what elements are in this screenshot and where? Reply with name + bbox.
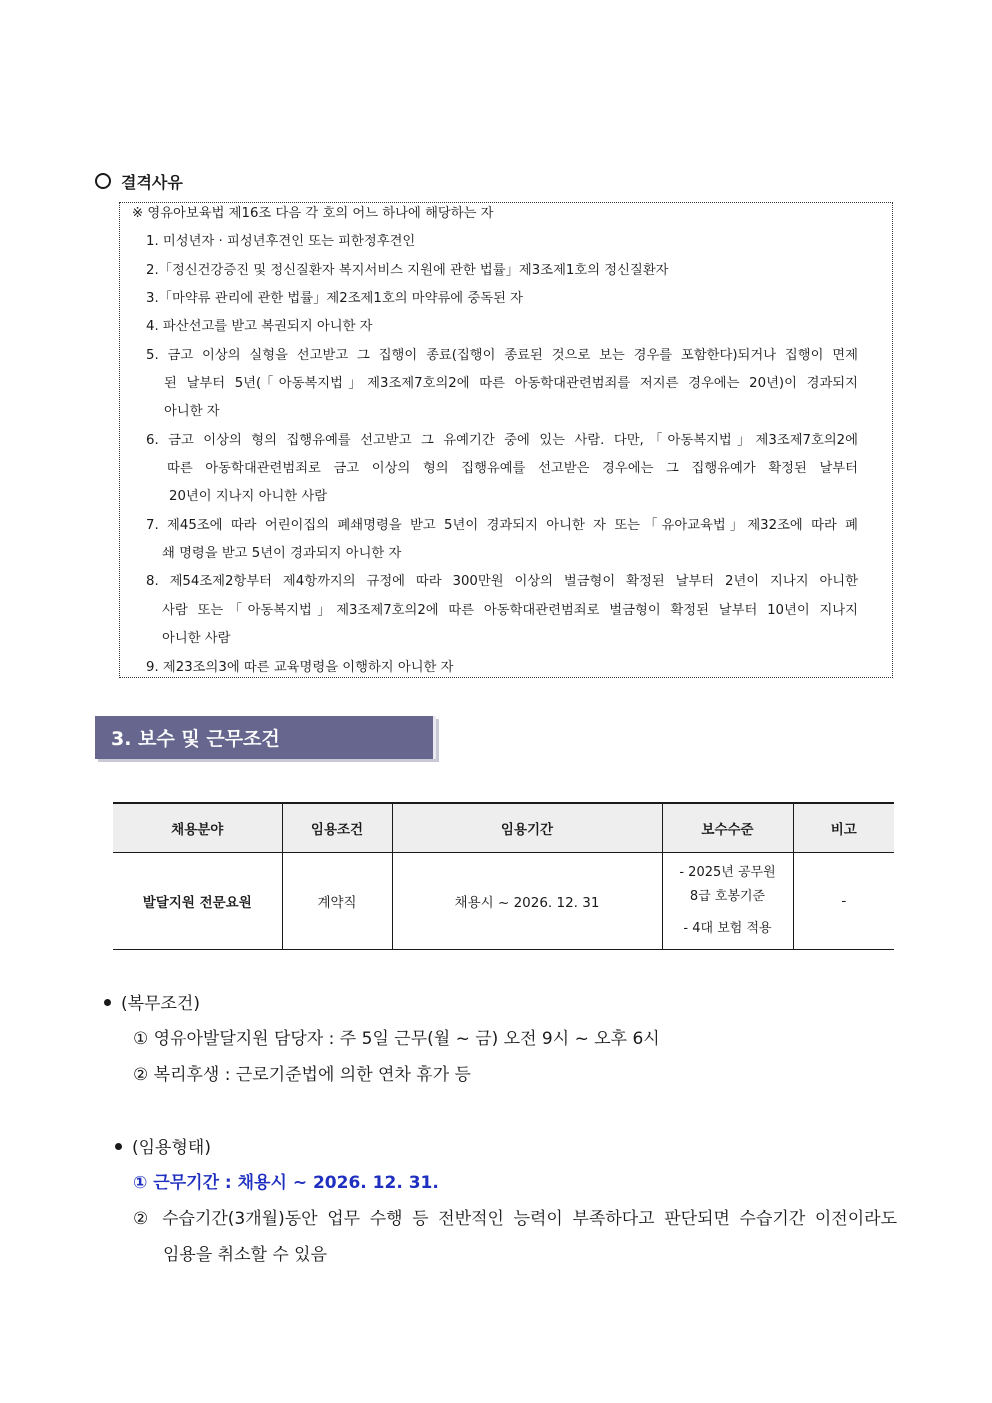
list-item: 7. 제45조에 따라 어린이집의 폐쇄명령을 받고 5년이 경과되지 아니한 자 또는「유아교육법」제32조에 따라 폐 (146, 518, 858, 533)
list-item: 2.「정신건강증진 및 정신질환자 복지서비스 지원에 관한 법률」제3조제1호의 정신질환자 (146, 263, 669, 278)
dot-bullet-icon (104, 999, 111, 1006)
cell-condition: 계약직 (282, 853, 392, 950)
disqualification-heading-text: 결격사유 (121, 173, 183, 192)
service-heading (104, 989, 200, 1014)
section-banner (95, 716, 436, 759)
pay-line: - 2025년 공무원 (679, 865, 776, 880)
disqualification-heading (95, 170, 183, 193)
list-item-continuation: 쇄 명령을 받고 5년이 경과되지 아니한 자 (162, 546, 402, 561)
service-item: ① 영유아발달지원 담당자 : 주 5일 근무(월 ~ 금) 오전 9시 ~ 오후 6시 (133, 1029, 660, 1049)
list-item-continuation: 사람 또는「아동복지법」제3조제7호의2에 따른 아동학대관련범죄로 벌금형이 확정된 날부터 10년이 지나지 (162, 603, 858, 618)
column-header: 임용조건 (282, 803, 392, 853)
employment-period-highlight: ① 근무기간 : 채용시 ~ 2026. 12. 31. (133, 1173, 439, 1193)
list-item: 4. 파산선고를 받고 복권되지 아니한 자 (146, 319, 373, 334)
list-item-continuation: 아니한 사람 (162, 631, 231, 646)
disqualification-box (119, 202, 893, 678)
cell-period: 채용시 ~ 2026. 12. 31 (392, 853, 662, 950)
section-title: 3. 보수 및 근무조건 (111, 728, 280, 750)
employment-item-continuation: 임용을 취소할 수 있음 (163, 1245, 328, 1265)
list-item-continuation: 된 날부터 5년(「아동복지법」제3조제7호의2에 따른 아동학대관련범죄를 저지른 경우에는 20년)이 경과되지 (164, 376, 858, 391)
column-header: 채용분야 (113, 803, 282, 853)
cell-note: - (793, 853, 894, 950)
pay-line: - 4대 보험 적용 (683, 921, 772, 936)
cell-field: 발달지원 전문요원 (113, 853, 282, 950)
table-header-row (113, 803, 894, 853)
column-header: 비고 (793, 803, 894, 853)
list-item-continuation: 아니한 자 (164, 404, 220, 419)
list-item: 1. 미성년자 · 피성년후견인 또는 피한정후견인 (146, 234, 416, 249)
list-item-continuation: 따른 아동학대관련범죄로 금고 이상의 형의 집행유예를 선고받은 경우에는 그 집행유예가 확정된 날부터 (167, 461, 858, 476)
service-heading-text: (복무조건) (121, 994, 200, 1014)
employment-heading (115, 1133, 211, 1158)
pay-table (113, 802, 894, 950)
service-item: ② 복리후생 : 근로기준법에 의한 연차 휴가 등 (133, 1065, 471, 1085)
pay-line: 8급 호봉기준 (689, 889, 766, 904)
table-row (113, 853, 894, 950)
list-item: 3.「마약류 관리에 관한 법률」제2조제1호의 마약류에 중독된 자 (146, 291, 523, 306)
cell-pay (662, 853, 793, 950)
list-item: 8. 제54조제2항부터 제4항까지의 규정에 따라 300만원 이상의 벌금형이 확정된 날부터 2년이 지나지 아니한 (146, 574, 858, 589)
list-item: 9. 제23조의3에 따른 교육명령을 이행하지 아니한 자 (146, 660, 454, 675)
circle-bullet-icon (95, 173, 111, 189)
employment-item: ② 수습기간(3개월)동안 업무 수행 등 전반적인 능력이 부족하다고 판단되면 수습기간 이전이라도 (133, 1209, 897, 1229)
list-item: 5. 금고 이상의 실형을 선고받고 그 집행이 종료(집행이 종료된 것으로 보는 경우를 포함한다)되거나 집행이 면제 (146, 348, 858, 363)
list-item-continuation: 20년이 지나지 아니한 사람 (169, 489, 328, 504)
column-header: 보수수준 (662, 803, 793, 853)
dot-bullet-icon (115, 1143, 122, 1150)
employment-heading-text: (임용형태) (132, 1138, 211, 1158)
disqualification-intro: ※ 영유아보육법 제16조 다음 각 호의 어느 하나에 해당하는 자 (132, 206, 494, 221)
column-header: 임용기간 (392, 803, 662, 853)
list-item: 6. 금고 이상의 형의 집행유예를 선고받고 그 유예기간 중에 있는 사람. 다만,「아동복지법」제3조제7호의2에 (146, 433, 858, 448)
